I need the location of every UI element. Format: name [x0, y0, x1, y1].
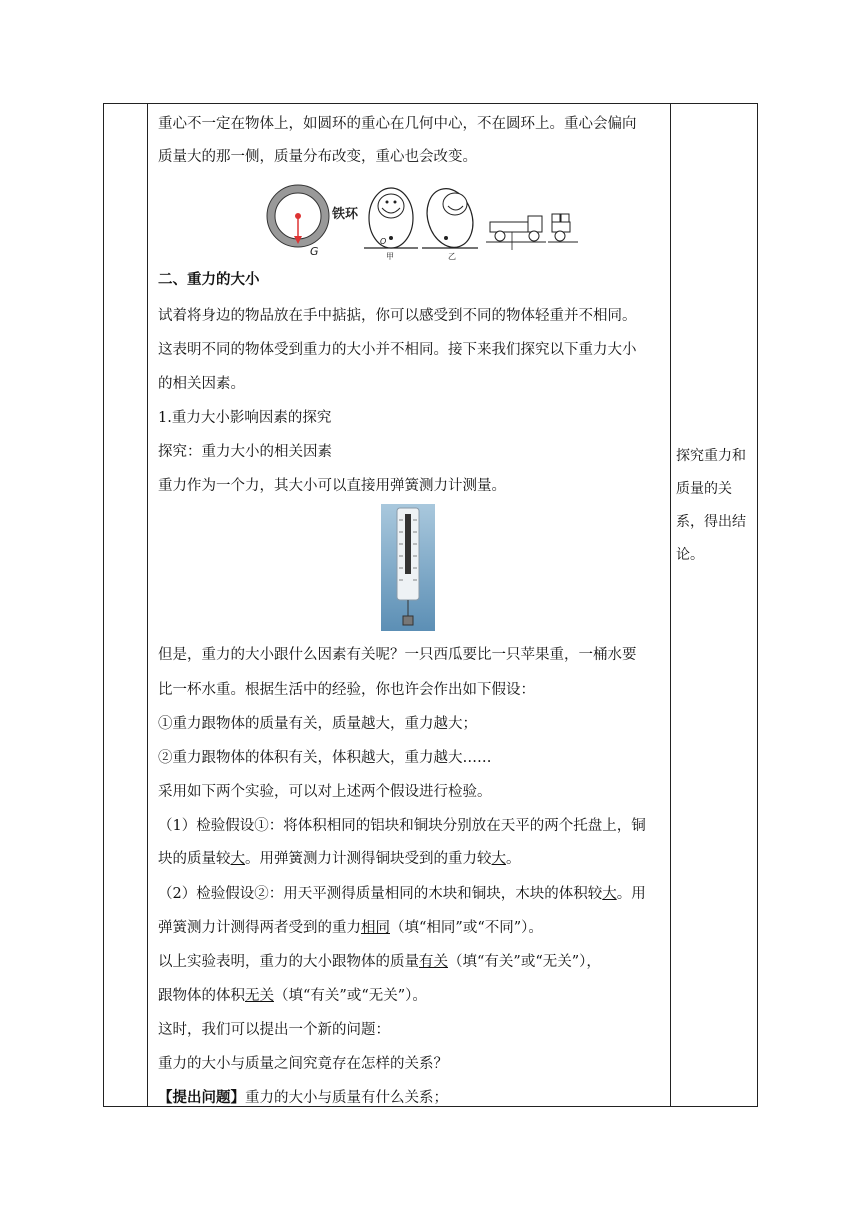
text-span: 重力的大小与质量有什么关系； [245, 1090, 448, 1106]
text-span: 。 [506, 851, 521, 867]
section-heading: 二、重力的大小 [158, 271, 260, 288]
text-span: 跟物体的体积 [158, 988, 245, 1004]
g-label: G [310, 245, 319, 258]
text-line: 1.重力大小影响因素的探究 [158, 410, 332, 426]
text-line [158, 952, 601, 972]
text-line: ①重力跟物体的质量有关，质量越大，重力越大； [158, 716, 477, 732]
lesson-table [103, 103, 758, 1107]
text-line: 这时，我们可以提出一个新的问题： [158, 1022, 390, 1038]
text-line [158, 884, 646, 904]
jia-label: 甲 [386, 252, 394, 260]
ring-label: 铁环 [332, 207, 359, 222]
text-line [158, 1088, 448, 1108]
note-line: 质量的关 [676, 481, 732, 497]
o-label: O [380, 237, 387, 246]
column-divider [147, 104, 148, 1106]
text-line: 比一杯水重。根据生活中的经验，你也许会作出如下假设： [158, 682, 535, 698]
text-line: 的相关因素。 [158, 376, 245, 392]
text-line: 重力的大小与质量之间究竟存在怎样的关系？ [158, 1056, 448, 1072]
text-line [158, 986, 427, 1006]
note-line: 系，得出结 [676, 514, 746, 530]
note-cell [676, 440, 760, 572]
text-line: （1）检验假设①：将体积相同的铝块和铜块分别放在天平的两个托盘上，铜 [158, 818, 646, 834]
text-line: 探究：重力大小的相关因素 [158, 444, 332, 460]
text-line: 重力作为一个力，其大小可以直接用弹簧测力计测量。 [158, 478, 506, 494]
text-line [158, 849, 521, 869]
text-line: 这表明不同的物体受到重力的大小并不相同。接下来我们探究以下重力大小 [158, 342, 637, 358]
note-line: 论。 [676, 547, 704, 563]
yi-label: 乙 [448, 252, 456, 260]
column-divider [670, 104, 671, 1106]
answer-blank: 无关 [245, 988, 274, 1004]
text-line: 重心不一定在物体上，如圆环的重心在几何中心，不在圆环上。重心会偏向 [158, 116, 637, 132]
answer-blank: 大 [602, 886, 617, 902]
text-span: 弹簧测力计测得两者受到的重力 [158, 920, 361, 936]
answer-blank: 大 [230, 851, 245, 867]
text-span: （填“相同”或“不同”）。 [390, 920, 543, 936]
text-line: 试着将身边的物品放在手中掂掂，你可以感受到不同的物体轻重并不相同。 [158, 308, 637, 324]
text-span: 以上实验表明，重力的大小跟物体的质量 [158, 954, 419, 970]
text-span: （2）检验假设②：用天平测得质量相同的木块和铜块，木块的体积较 [158, 886, 603, 902]
spring-scale-photo [381, 504, 435, 631]
text-line: 采用如下两个实验，可以对上述两个假设进行检验。 [158, 784, 492, 800]
text-span: （填“有关”或“无关”）。 [274, 988, 427, 1004]
answer-blank: 大 [491, 851, 506, 867]
text-span: 。用 [616, 886, 646, 902]
center-of-gravity-figure [258, 180, 578, 260]
text-line: ②重力跟物体的体积有关，体积越大，重力越大…… [158, 750, 492, 766]
answer-blank: 相同 [361, 920, 390, 936]
text-span: 。用弹簧测力计测得铜块受到的重力较 [245, 851, 492, 867]
question-tag: 【提出问题】 [158, 1089, 245, 1106]
text-span: 块的质量较 [158, 851, 231, 867]
text-line: 质量大的那一侧，质量分布改变，重心也会改变。 [158, 149, 477, 165]
text-line: 但是，重力的大小跟什么因素有关呢？一只西瓜要比一只苹果重，一桶水要 [158, 647, 637, 663]
text-span: （填“有关”或“无关”）， [448, 954, 601, 970]
text-line [158, 918, 543, 938]
note-line: 探究重力和 [676, 448, 746, 464]
answer-blank: 有关 [419, 954, 448, 970]
